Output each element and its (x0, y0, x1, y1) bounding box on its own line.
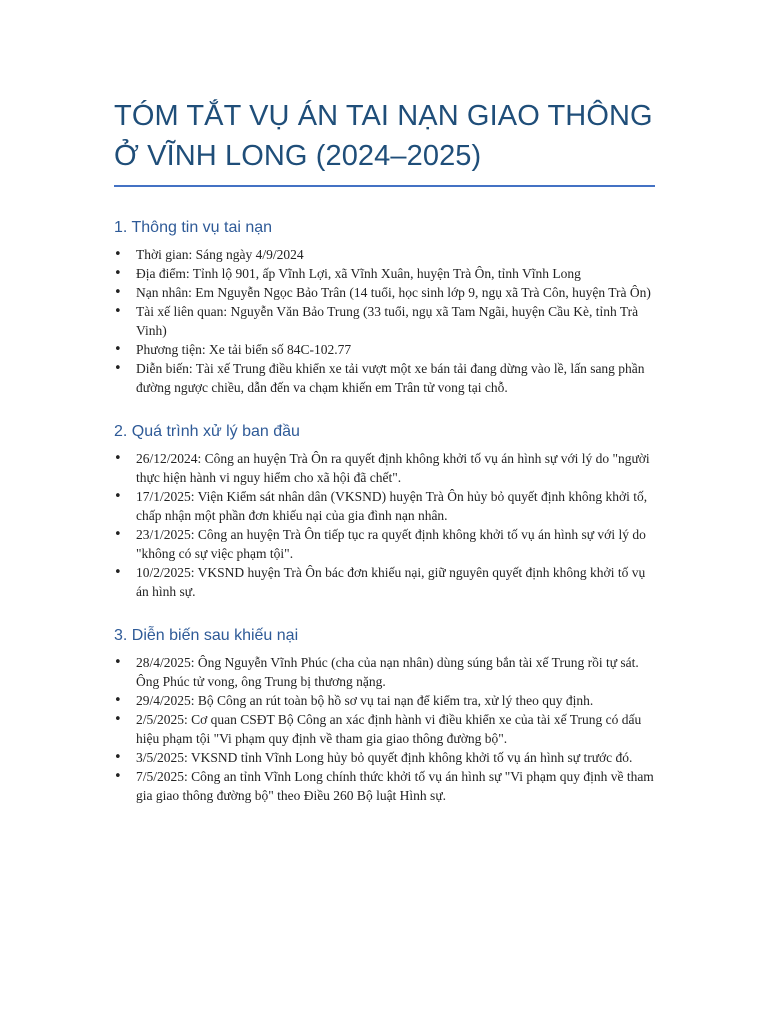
bullet-list (114, 653, 654, 805)
document-title (114, 96, 654, 176)
list-item: • 23/1/2025: Công an huyện Trà Ôn tiếp tục ra quyết định không khởi tố vụ án hình sự với lý do "không có sự việc phạm tội". (114, 525, 654, 563)
list-item: • 2/5/2025: Cơ quan CSĐT Bộ Công an xác định hành vi điều khiển xe của tài xế Trung có dấu hiệu phạm tội "Vi phạm quy định về tham gia giao thông đường bộ". (114, 710, 654, 748)
list-item: • Tài xế liên quan: Nguyễn Văn Bảo Trung (33 tuổi, ngụ xã Tam Ngãi, huyện Cầu Kè, tỉnh Trà Vinh) (114, 302, 654, 340)
list-item: • 17/1/2025: Viện Kiểm sát nhân dân (VKSND) huyện Trà Ôn hủy bỏ quyết định không khởi tố, chấp nhận một phần đơn khiếu nại của gia đình nạn nhân. (114, 487, 654, 525)
list-item: • Diễn biến: Tài xế Trung điều khiển xe tải vượt một xe bán tải đang dừng vào lề, lấn sang phần đường ngược chiều, dẫn đến va chạm khiến em Trân tử vong tại chỗ. (114, 359, 654, 397)
section-heading: 1. Thông tin vụ tai nạn (114, 219, 273, 236)
bullet-list (114, 245, 654, 397)
document-title-line-2: Ở VĨNH LONG (2024–2025) (114, 140, 482, 172)
section-initial-handling (114, 421, 654, 601)
list-item: • Nạn nhân: Em Nguyễn Ngọc Bảo Trân (14 tuổi, học sinh lớp 9, ngụ xã Trà Côn, huyện Trà Ôn) (114, 283, 654, 302)
bullet-list (114, 449, 654, 601)
title-divider (114, 185, 655, 187)
document-page (114, 0, 654, 805)
document-title-line-1: TÓM TẮT VỤ ÁN TAI NẠN GIAO THÔNG (114, 100, 653, 132)
list-item: • Phương tiện: Xe tải biển số 84C-102.77 (114, 340, 654, 359)
list-item: • Địa điểm: Tỉnh lộ 901, ấp Vĩnh Lợi, xã Vĩnh Xuân, huyện Trà Ôn, tỉnh Vĩnh Long (114, 264, 654, 283)
section-accident-info (114, 217, 654, 397)
list-item: • 29/4/2025: Bộ Công an rút toàn bộ hồ sơ vụ tai nạn để kiểm tra, xử lý theo quy định. (114, 691, 654, 710)
list-item: • 3/5/2025: VKSND tỉnh Vĩnh Long hủy bỏ quyết định không khởi tố vụ án hình sự trước đó. (114, 748, 654, 767)
section-heading: 2. Quá trình xử lý ban đầu (114, 423, 300, 440)
section-post-complaint (114, 625, 654, 805)
list-item: • 26/12/2024: Công an huyện Trà Ôn ra quyết định không khởi tố vụ án hình sự với lý do "người thực hiện hành vi nguy hiểm cho xã hội đã chết". (114, 449, 654, 487)
list-item: • 7/5/2025: Công an tỉnh Vĩnh Long chính thức khởi tố vụ án hình sự "Vi phạm quy định về tham gia giao thông đường bộ" theo Điều 260 Bộ luật Hình sự. (114, 767, 654, 805)
list-item: • 28/4/2025: Ông Nguyễn Vĩnh Phúc (cha của nạn nhân) dùng súng bắn tài xế Trung rồi tự sát. Ông Phúc tử vong, ông Trung bị thương nặng. (114, 653, 654, 691)
list-item: • Thời gian: Sáng ngày 4/9/2024 (114, 245, 654, 264)
section-heading: 3. Diễn biến sau khiếu nại (114, 627, 299, 644)
list-item: • 10/2/2025: VKSND huyện Trà Ôn bác đơn khiếu nại, giữ nguyên quyết định không khởi tố vụ án hình sự. (114, 563, 654, 601)
